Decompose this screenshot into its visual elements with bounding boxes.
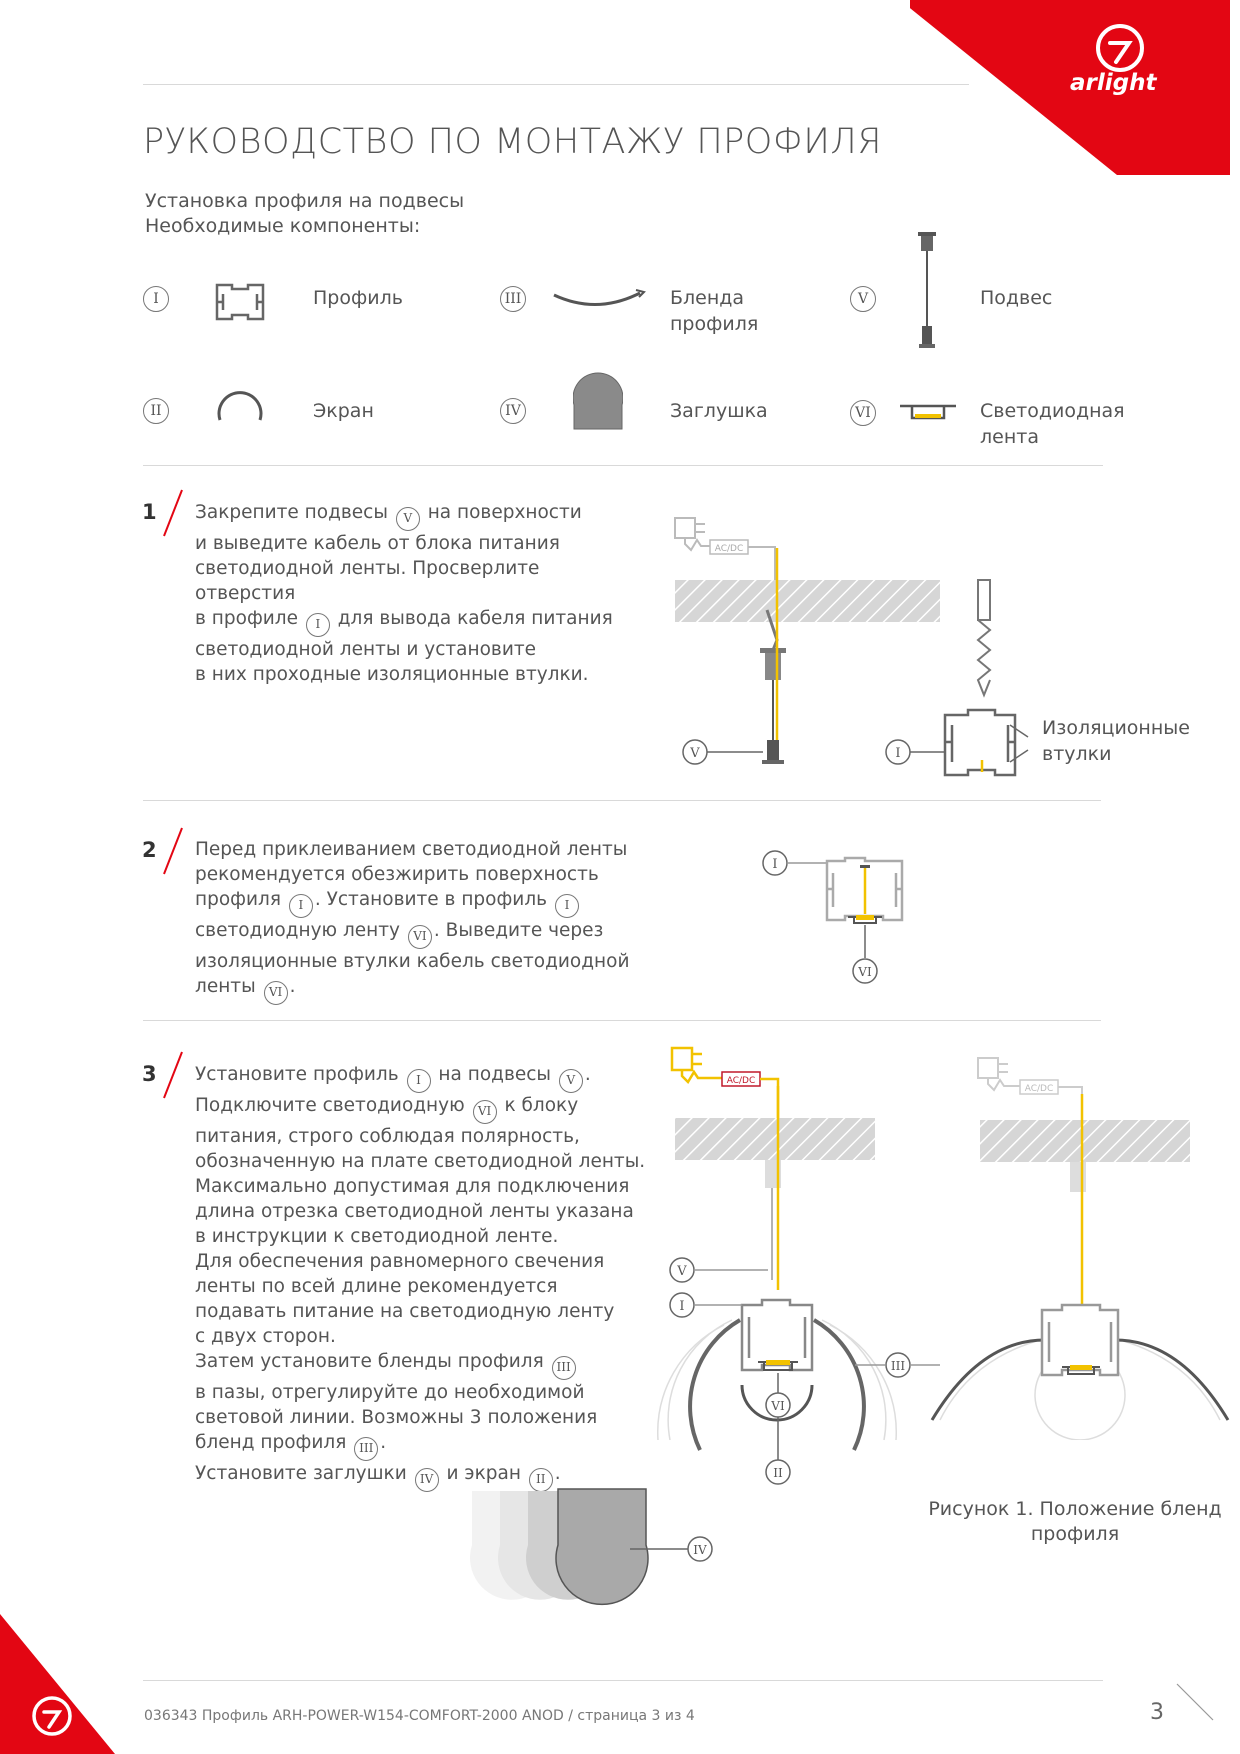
component-label-screen: Экран	[313, 400, 374, 422]
component-roman-i: I	[143, 286, 169, 312]
label-i: I	[772, 857, 778, 872]
step-3-slash	[160, 1050, 186, 1100]
step-3-line: Подключите светодиодную VI к блоку	[195, 1093, 655, 1124]
figure-caption: Рисунок 1. Положение бленд профиля	[928, 1498, 1222, 1545]
label-iv: IV	[693, 1543, 707, 1557]
ref-iv: IV	[415, 1468, 439, 1492]
label-vi: VI	[858, 965, 872, 979]
ref-ii: II	[529, 1468, 553, 1492]
label-v: V	[690, 746, 700, 761]
step-3-line: в инструкции к светодиодной ленте.	[195, 1226, 559, 1247]
label-vi: VI	[771, 1399, 785, 1413]
step-2-line: ленты VI .	[195, 974, 645, 1005]
step-1-line: светодиодной ленты. Просверлите отверстия	[195, 558, 540, 604]
step-3-line: длина отрезка светодиодной ленты указана	[195, 1201, 634, 1222]
step-2-line: светодиодную ленту VI . Выведите через	[195, 918, 645, 949]
blende-icon	[552, 285, 646, 311]
step-1-number: 1	[142, 500, 157, 524]
step-1-line: Закрепите подвесы V на поверхности	[195, 500, 645, 531]
step-1-line: и выведите кабель от блока питания	[195, 533, 560, 554]
top-rule	[143, 84, 969, 85]
label-i: I	[679, 1299, 685, 1314]
ref-i: I	[289, 894, 313, 918]
led-strip-icon	[898, 402, 958, 426]
label-iii: III	[890, 1359, 906, 1373]
label-v: V	[677, 1264, 687, 1279]
step-1-line: в них проходные изоляционные втулки.	[195, 664, 589, 685]
footer-rule	[143, 1680, 1103, 1681]
ref-i: I	[407, 1069, 431, 1093]
step-2-text	[195, 837, 645, 1005]
step-1-slash	[160, 488, 186, 538]
section-rule-2	[143, 800, 1101, 801]
drill-icon	[978, 580, 990, 695]
page-number: 3	[1150, 1700, 1164, 1725]
step-3-line: Для обеспечения равномерного свечения	[195, 1251, 605, 1272]
step-3-line: питания, строго соблюдая полярность,	[195, 1126, 580, 1147]
step-3-line: подавать питание на светодиодную ленту	[195, 1301, 615, 1322]
step-3-line: Затем установите бленды профиля III	[195, 1349, 655, 1380]
step-3-line: в пазы, отрегулируйте до необходимой	[195, 1382, 585, 1403]
component-roman-ii: II	[143, 398, 169, 424]
label-ii: II	[773, 1466, 783, 1480]
psu-label-active: AC/DC	[726, 1076, 756, 1086]
component-roman-iii: III	[500, 286, 526, 312]
component-label-led-strip: Светодиодная лента	[980, 400, 1125, 448]
page-title: РУКОВОДСТВО ПО МОНТАЖУ ПРОФИЛЯ	[143, 122, 882, 162]
suspension-icon	[912, 232, 942, 352]
step-3-line: ленты по всей длине рекомендуется	[195, 1276, 558, 1297]
end-cap-positions-diagram	[470, 1485, 720, 1625]
component-roman-vi: VI	[850, 400, 876, 426]
step-1-line: светодиодной ленты и установите	[195, 639, 536, 660]
component-label-end-cap: Заглушка	[670, 400, 768, 422]
ref-iii: III	[552, 1356, 576, 1380]
step-3-line: Установите профиль I на подвесы V .	[195, 1062, 655, 1093]
subtitle-line-1: Установка профиля на подвесы	[145, 190, 465, 212]
step-3-diagram-right	[930, 1040, 1230, 1440]
step-3-line: Максимально допустимая для подключения	[195, 1176, 630, 1197]
step-2-line: изоляционные втулки кабель светодиодной	[195, 951, 630, 972]
step-2-line: рекомендуется обезжирить поверхность	[195, 864, 599, 885]
page-corner-mark	[1175, 1682, 1215, 1722]
component-label-suspension: Подвес	[980, 287, 1053, 309]
brand-corner-bottom	[0, 1614, 120, 1754]
ref-iii: III	[354, 1437, 378, 1461]
step-3-diagram-left	[650, 1040, 920, 1490]
step-2-line: Перед приклеиванием светодиодной ленты	[195, 839, 628, 860]
brand-logo-text: arlight	[1070, 70, 1157, 96]
end-cap-icon	[573, 358, 623, 430]
screen-icon	[214, 380, 266, 422]
step-1-line: в профиле I для вывода кабеля питания	[195, 606, 645, 637]
step-3-number: 3	[142, 1062, 157, 1086]
step-3-line: обозначенную на плате светодиодной ленты.	[195, 1151, 646, 1172]
ref-vi: VI	[264, 981, 288, 1005]
step-3-line: бленд профиля III .	[195, 1430, 655, 1461]
profile-icon	[214, 282, 266, 322]
component-label-profile: Профиль	[313, 287, 403, 309]
psu-label: AC/DC	[714, 544, 744, 554]
psu-label-inactive: AC/DC	[1024, 1084, 1054, 1094]
component-roman-iv: IV	[500, 398, 526, 424]
component-label-blende: Бленда профиля	[670, 287, 759, 335]
step-3-line: световой линии. Возможны 3 положения	[195, 1407, 598, 1428]
step-1-text	[195, 500, 645, 687]
ref-v: V	[396, 507, 420, 531]
step-2-diagram	[750, 845, 930, 995]
bushings-label: Изоляционные втулки	[1042, 717, 1190, 765]
subtitle-line-2: Необходимые компоненты:	[145, 215, 421, 237]
footer-text: 036343 Профиль ARH-POWER-W154-COMFORT-2000 ANOD / страница 3 из 4	[144, 1708, 695, 1724]
label-i: I	[895, 746, 901, 761]
ref-i: I	[306, 613, 330, 637]
ref-vi: VI	[473, 1100, 497, 1124]
step-2-line: профиля I . Установите в профиль I	[195, 887, 645, 918]
section-rule-1	[143, 465, 1103, 466]
step-3-text	[195, 1062, 655, 1492]
ref-v: V	[559, 1069, 583, 1093]
step-3-line: с двух сторон.	[195, 1326, 336, 1347]
component-roman-v: V	[850, 286, 876, 312]
plug-icon	[675, 518, 710, 550]
section-rule-3	[143, 1020, 1101, 1021]
ref-vi: VI	[408, 925, 432, 949]
step-2-number: 2	[142, 838, 157, 862]
ref-i: I	[555, 894, 579, 918]
step-2-slash	[160, 826, 186, 876]
step-3-line: Установите заглушки IV и экран II .	[195, 1461, 655, 1492]
